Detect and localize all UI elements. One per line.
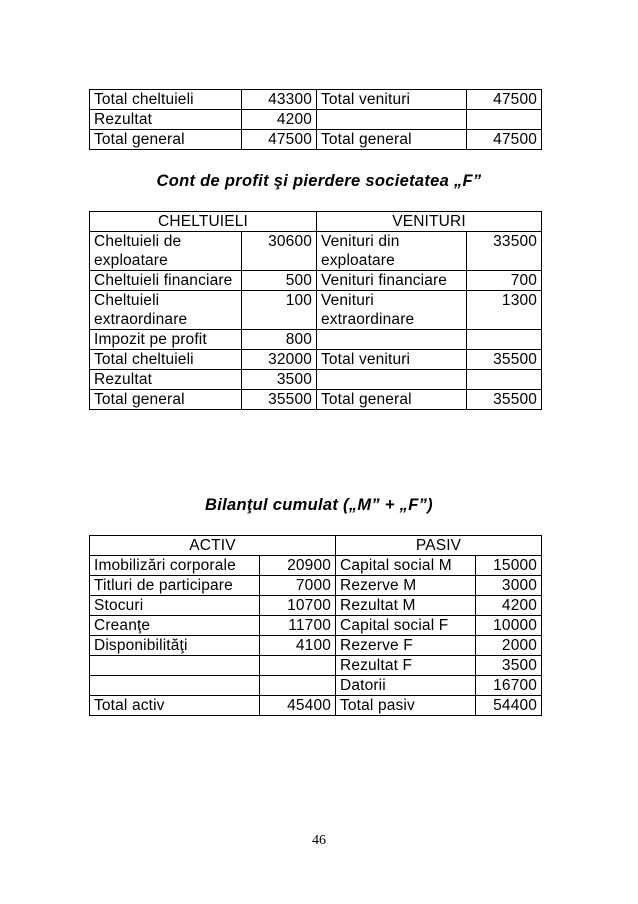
cell-label-right: Total general	[317, 390, 467, 410]
cell-label-right: Venituri din exploatare	[317, 232, 467, 271]
cell-value-right: 33500	[467, 232, 542, 271]
cell-label-left: Total activ	[90, 696, 260, 716]
cell-label-left: Disponibilităţi	[90, 636, 260, 656]
cell-label-left: Imobilizări corporale	[90, 556, 260, 576]
cell-label-right: Total venituri	[317, 350, 467, 370]
cell-value-right: 47500	[467, 90, 542, 110]
cell-value-right: 3500	[476, 656, 542, 676]
cell-value-right: 47500	[467, 130, 542, 150]
summary-row	[90, 130, 542, 150]
cell-label-right: Total venituri	[317, 90, 467, 110]
cell-value-left: 11700	[260, 616, 336, 636]
cell-value-right	[467, 330, 542, 350]
header-pasiv: PASIV	[336, 536, 542, 556]
summary-row	[90, 110, 542, 130]
cell-label-left: Rezultat	[90, 370, 242, 390]
cell-value-left: 800	[242, 330, 317, 350]
cell-value-right: 2000	[476, 636, 542, 656]
cell-value-left: 3500	[242, 370, 317, 390]
cell-label-right: Rezerve M	[336, 576, 476, 596]
cell-label-right	[317, 370, 467, 390]
profit-loss-row	[90, 291, 542, 330]
profit-loss-title: Cont de profit şi pierdere societatea „F”	[156, 172, 482, 190]
cell-value-right: 16700	[476, 676, 542, 696]
profit-loss-row	[90, 350, 542, 370]
cell-value-left: 100	[242, 291, 317, 330]
profit-loss-header-row	[90, 212, 542, 232]
balance-sheet-row	[90, 596, 542, 616]
cell-value-left: 35500	[242, 390, 317, 410]
cell-label-right	[317, 330, 467, 350]
header-activ: ACTIV	[90, 536, 336, 556]
cell-value-left	[260, 676, 336, 696]
profit-loss-table	[89, 211, 542, 410]
balance-sheet-title: Bilanţul cumulat („M” + „F”)	[205, 496, 433, 514]
profit-loss-row	[90, 330, 542, 350]
cell-label-left: Total cheltuieli	[90, 90, 242, 110]
cell-value-left: 500	[242, 271, 317, 291]
page-number: 46	[312, 833, 326, 848]
cell-value-right: 15000	[476, 556, 542, 576]
cell-label-right: Rezultat M	[336, 596, 476, 616]
balance-sheet-row	[90, 696, 542, 716]
cell-value-left: 10700	[260, 596, 336, 616]
cell-value-left: 47500	[242, 130, 317, 150]
cell-label-right: Venituri extraordinare	[317, 291, 467, 330]
cell-label-right: Capital social F	[336, 616, 476, 636]
cell-value-left: 20900	[260, 556, 336, 576]
cell-label-left: Total cheltuieli	[90, 350, 242, 370]
profit-loss-row	[90, 271, 542, 291]
cell-label-right: Capital social M	[336, 556, 476, 576]
cell-label-left: Cheltuieli extraordinare	[90, 291, 242, 330]
cell-label-left: Titluri de participare	[90, 576, 260, 596]
cell-value-right: 35500	[467, 390, 542, 410]
cell-value-right: 10000	[476, 616, 542, 636]
profit-loss-row	[90, 232, 542, 271]
cell-label-left: Total general	[90, 390, 242, 410]
balance-sheet-header-row	[90, 536, 542, 556]
cell-label-left	[90, 656, 260, 676]
cell-label-right: Datorii	[336, 676, 476, 696]
summary-row	[90, 90, 542, 110]
cell-label-right: Total general	[317, 130, 467, 150]
balance-sheet-table	[89, 535, 542, 716]
cell-label-left: Total general	[90, 130, 242, 150]
cell-value-left: 32000	[242, 350, 317, 370]
cell-label-left: Cheltuieli financiare	[90, 271, 242, 291]
profit-loss-row	[90, 390, 542, 410]
balance-sheet-row	[90, 656, 542, 676]
summary-table	[89, 89, 542, 150]
header-cheltuieli: CHELTUIELI	[90, 212, 317, 232]
balance-sheet-row	[90, 636, 542, 656]
cell-label-right: Venituri financiare	[317, 271, 467, 291]
cell-value-left	[260, 656, 336, 676]
cell-value-right: 54400	[476, 696, 542, 716]
cell-value-right: 4200	[476, 596, 542, 616]
cell-value-right: 1300	[467, 291, 542, 330]
cell-label-left: Impozit pe profit	[90, 330, 242, 350]
profit-loss-row	[90, 370, 542, 390]
cell-label-right	[317, 110, 467, 130]
cell-value-left: 4200	[242, 110, 317, 130]
balance-sheet-row	[90, 556, 542, 576]
cell-value-left: 4100	[260, 636, 336, 656]
balance-sheet-row	[90, 576, 542, 596]
cell-label-right: Total pasiv	[336, 696, 476, 716]
cell-label-left: Rezultat	[90, 110, 242, 130]
cell-value-right: 3000	[476, 576, 542, 596]
cell-label-left: Cheltuieli de exploatare	[90, 232, 242, 271]
cell-value-right: 700	[467, 271, 542, 291]
cell-label-right: Rezerve F	[336, 636, 476, 656]
cell-value-left: 7000	[260, 576, 336, 596]
cell-value-right	[467, 370, 542, 390]
cell-label-left: Stocuri	[90, 596, 260, 616]
cell-value-left: 43300	[242, 90, 317, 110]
cell-value-left: 30600	[242, 232, 317, 271]
cell-label-left: Creanţe	[90, 616, 260, 636]
cell-value-right: 35500	[467, 350, 542, 370]
cell-label-left	[90, 676, 260, 696]
cell-label-right: Rezultat F	[336, 656, 476, 676]
cell-value-left: 45400	[260, 696, 336, 716]
header-venituri: VENITURI	[317, 212, 542, 232]
cell-value-right	[467, 110, 542, 130]
balance-sheet-row	[90, 616, 542, 636]
balance-sheet-row	[90, 676, 542, 696]
